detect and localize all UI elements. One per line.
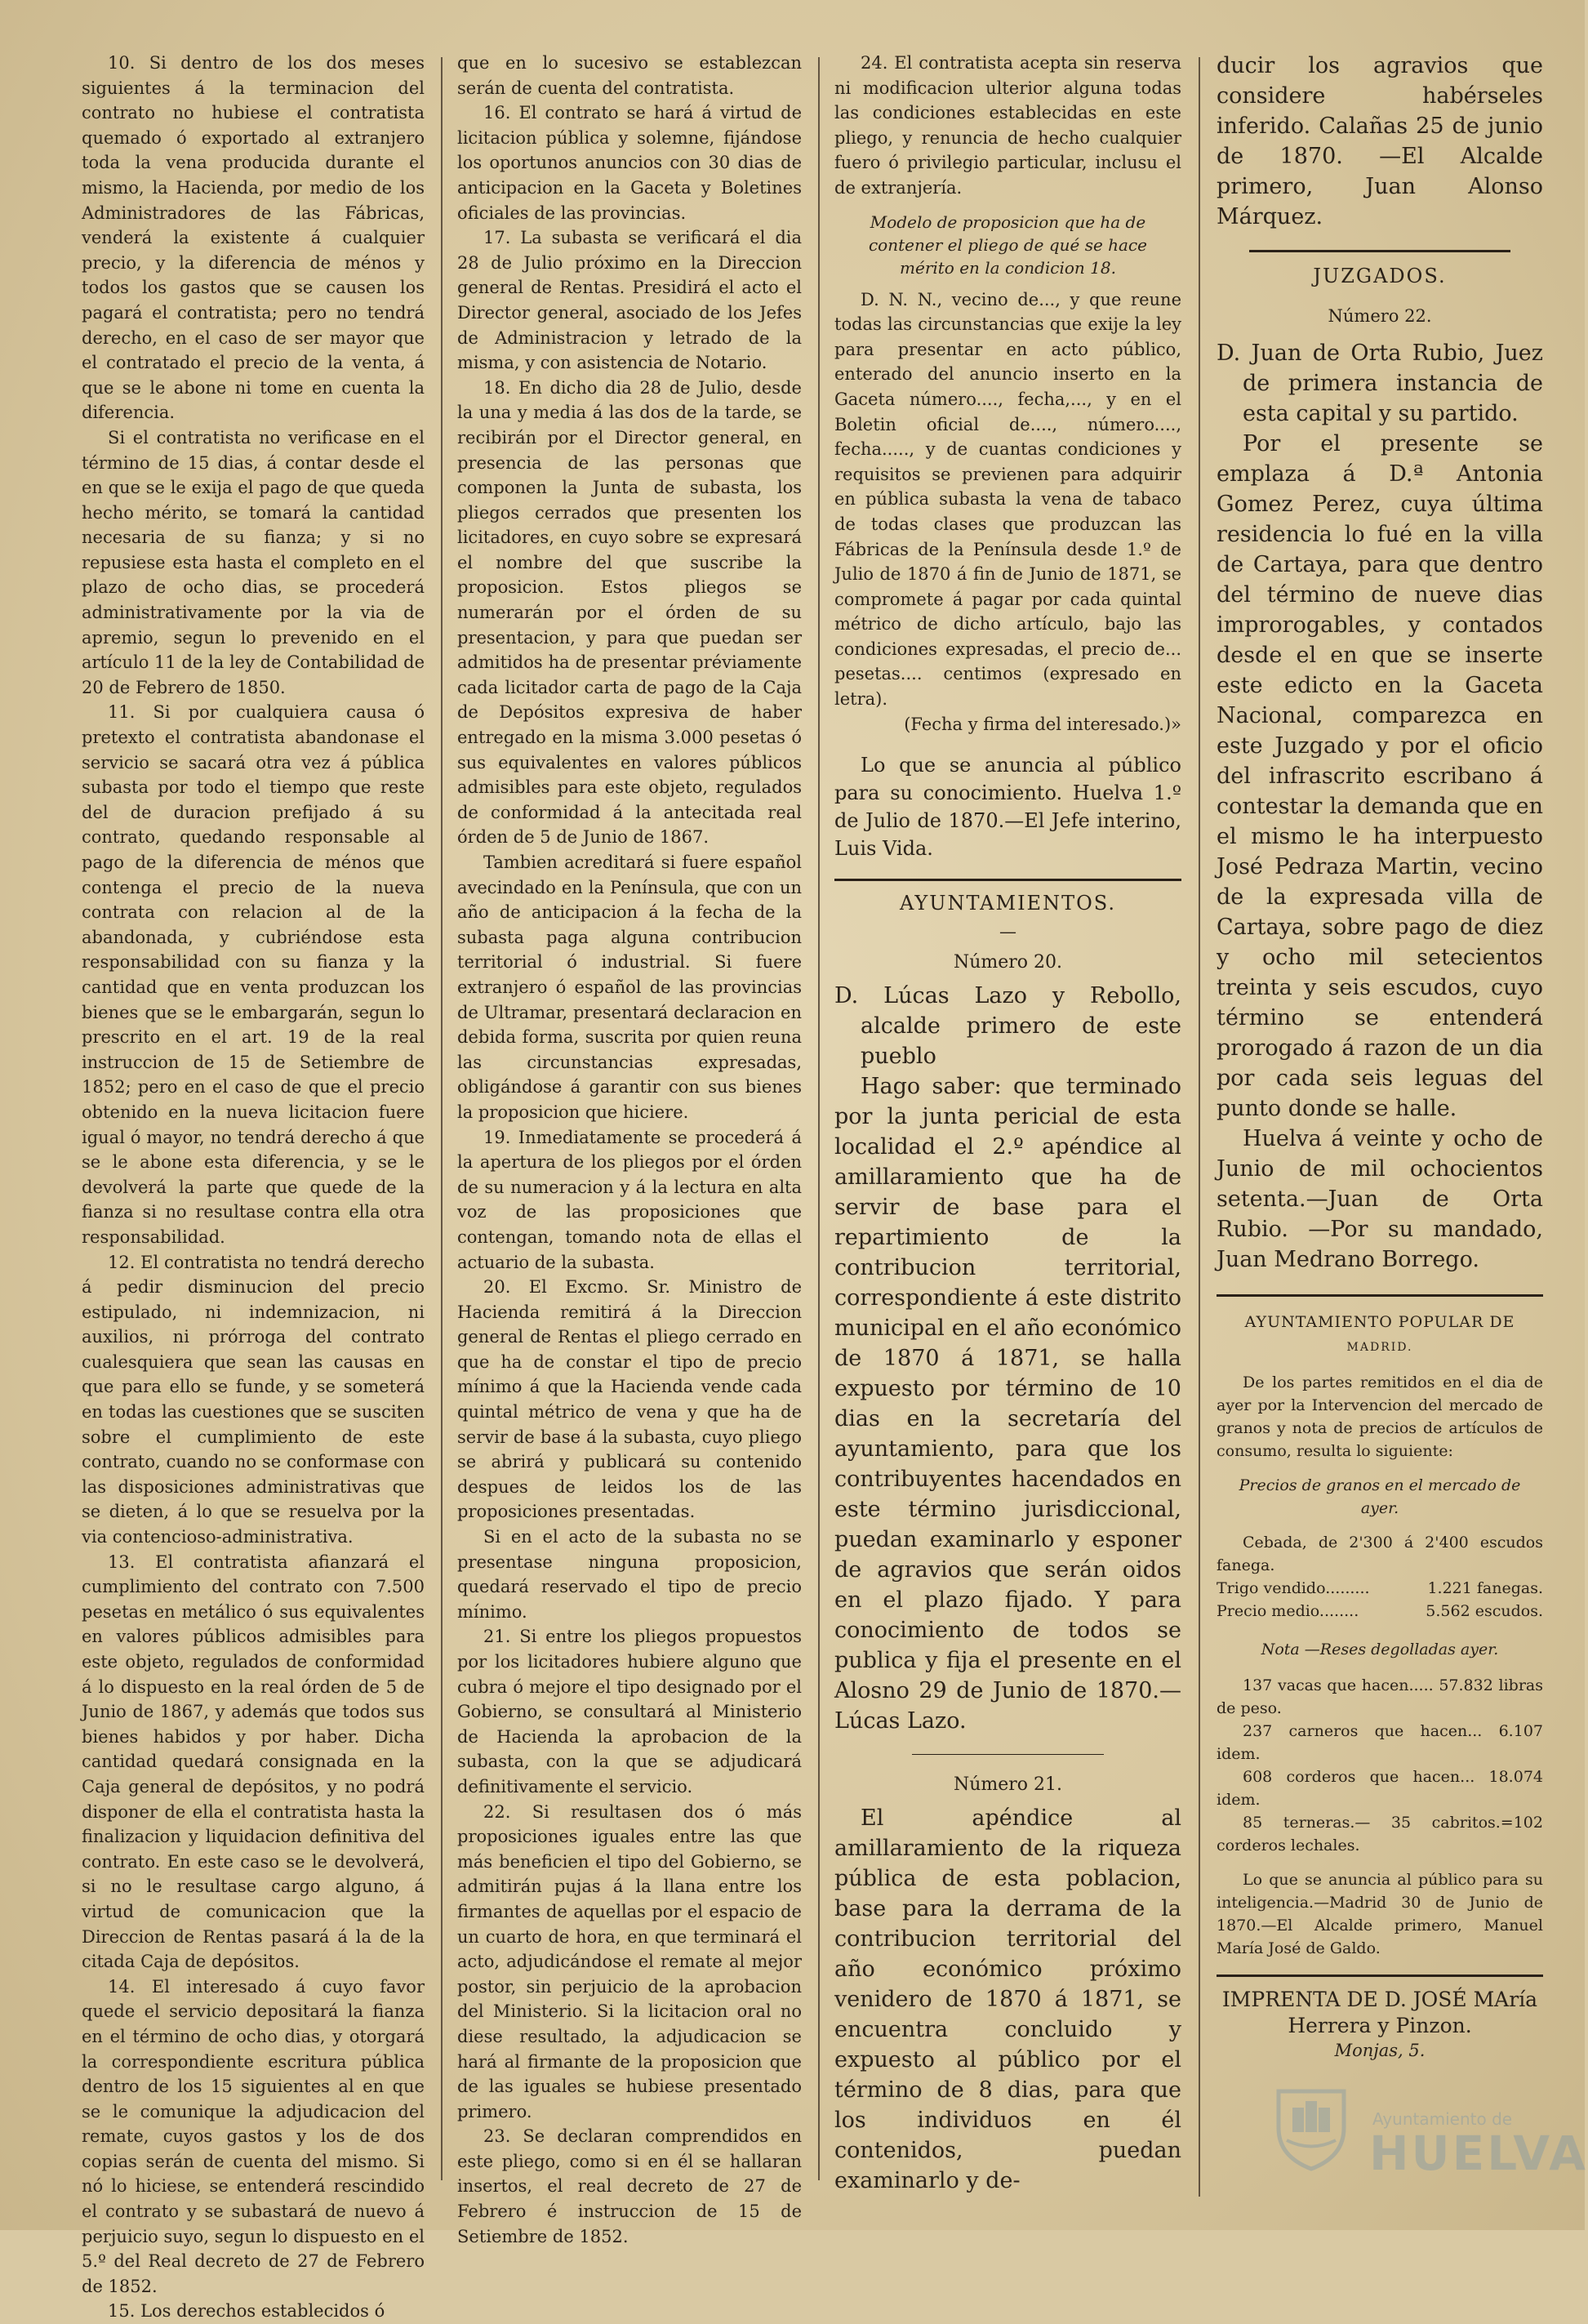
paragraph: 19. Inmediatamente se procederá á la apertura de los pliegos por el órden de su numeracion y á la lectura en alta voz de las proposiciones que contengan, tomando nota de ellas el actuario de la subasta. xyxy=(457,1127,802,1272)
paragraph: 10. Si dentro de los dos meses siguientes á la terminacion del contrato no hubiese el contratista quemado ó exportado al extranjero toda la vena producida durante el mismo, la Hacienda, por medio de los Administradores de las Fábricas, venderá la existente á cualquier precio, y la diferencia de ménos y todos los gastos que se causen los pagará el contratista; pero no tendrá derecho, en el caso de ser mayor que el contratado el precio de la venta, á que se le abone ni tome en cuenta la diferencia. xyxy=(82,53,425,423)
number-22: Número 22. xyxy=(1328,305,1432,326)
paragraph: Si en el acto de la subasta no se presentase ninguna proposicion, quedará reservado el tipo de precio mínimo. xyxy=(457,1527,802,1622)
paragraph: 24. El contratista acepta sin reserva ni modificacion ulterior alguna todas las condiciones establecidas en este pliego, y renuncia de hecho cualquier fuero ó privilegio particular, inclusu el de extranjería. xyxy=(834,53,1181,198)
paragraph: 11. Si por cualquiera causa ó pretexto el contratista abandonase el servicio se sacará otra vez á pública subasta por todo el tiempo que reste del de duracion prefijado á su contrato, quedando responsable al pago de la diferencia de ménos que contenga el precio de la nueva contrata con relacion al de la abandonada, y cubriéndose esta responsabilidad con su fianza y la cantidad que en venta produzcan los bienes que se le embargarán, segun lo prescrito en el art. 19 de la real instruccion de 15 de Setiembre de 1852; pero en el caso de que el precio obtenido en la nueva licitacion fuere igual ó mayor, no tendrá derecho á que se le abone esta diferencia, y se le devolverá la parte que quede de la fianza si no resultase contra ella otra responsabilidad. xyxy=(82,702,425,1247)
carneros-line: 237 carneros que hacen... 6.107 idem. xyxy=(1217,1721,1543,1763)
announcement: Lo que se anuncia al público para su conocimiento. Huelva 1.º de Julio de 1870.—El Jefe interino, Luis Vida. xyxy=(834,754,1181,861)
notice-body: Hago saber: que terminado por la junta pericial de esta localidad el 2.º apéndice al amillaramiento que ha de servir de base para el repartimiento de la contribucion territorial, correspondiente á este distrito municipal en el año económico de 1870 á 1871, se halla expuesto por término de 10 dias en la secretaría del ayuntamiento, para que los contribuyentes hacendados en este término jurisdiccional, puedan examinarlo y esponer de agravios que serán oidos en el plazo fijado. Y para conocimiento de todos se publica y fija el presente en el Alosno 29 de Junio de 1870.—Lúcas Lazo. xyxy=(834,1074,1181,1734)
paragraph: Si el contratista no verificase en el término de 15 dias, á contar desde el en que se le exija el pago de que queda hecho mérito, se tomará la cantidad necesaria de su fianza; y si no repusiese esta hasta el completo en el plazo de ocho dias, se procederá administrativamente por la via de apremio, segun lo prevenido en el artículo 11 de la ley de Contabilidad de 20 de Febrero de 1850. xyxy=(82,427,425,697)
short-divider xyxy=(912,1754,1104,1755)
watermark-line2: HUELVA xyxy=(1369,2126,1588,2181)
printer-address: Monjas, 5. xyxy=(1334,2040,1426,2060)
paragraph: 17. La subasta se verificará el dia 28 de Julio próximo en la Direccion general de Rentas. Presidirá el acto el Director general, asociado de los Jefes de Administracion y letrado de la misma, y con asistencia de Notario. xyxy=(457,228,802,373)
column-1 xyxy=(82,51,425,2322)
notice-body: El apéndice al amillaramiento de la riqueza pública de esta poblacion, base para la derrama de la contribucion territorial del año económico próximo venidero de 1870 á 1871, se encuentra concluido y expuesto al público por el término de 8 dias, para que los individuos en él contenidos, puedan examinarlo y de- xyxy=(834,1805,1181,2193)
modelo-title: Modelo de proposicion que ha de contener el pliego de qué se hace mérito en la condicion 18. xyxy=(868,211,1148,278)
vacas-line: 137 vacas que hacen..... 57.832 libras de peso. xyxy=(1217,1676,1543,1717)
precio-label: Precio medio........ xyxy=(1217,1602,1359,1621)
column-rule xyxy=(818,57,820,2180)
edict-heading: D. Juan de Orta Rubio, Juez de primera instancia de esta capital y su partido. xyxy=(1217,341,1543,427)
column-2 xyxy=(457,51,802,2246)
column-rule xyxy=(441,57,443,2180)
section-divider xyxy=(1249,250,1510,252)
number-21: Número 21. xyxy=(953,1774,1063,1796)
ayuntamiento-title: AYUNTAMIENTO POPULAR DE xyxy=(1244,1313,1515,1332)
paragraph: 12. El contratista no tendrá derecho á pedir disminucion del precio estipulado, ni indemnizacion, ni auxilios, ni prórroga del contrato cualesquiera que sean las causas en que para ello se funde, y se someterá en todas las cuestiones que se susciten sobre el cumplimiento de este contrato, cuando no se conformase con las disposiciones administrativas que se dieten, á lo que se resuelva por la via contencioso-administrativa. xyxy=(82,1252,425,1547)
printer-imprint: IMPRENTA DE D. JOSÉ MAría Herrera y Pinzon. xyxy=(1221,1987,1538,2037)
trigo-label: Trigo vendido......... xyxy=(1217,1579,1370,1598)
terneras-line: 85 terneras.— 35 cabritos.=102 corderos lechales. xyxy=(1217,1813,1543,1854)
paragraph: 13. El contratista afianzará el cumplimiento del contrato con 7.500 pesetas en metálico ó sus equivalentes en valores públicos admisibles para este objeto, regulados de conformidad á lo dispuesto en la real órden de 5 de Junio de 1867, y además que todos sus bienes habidos y por haber. Dicha cantidad quedará consignada en la Caja general de depósitos, y no podrá disponer de ella el contratista hasta la finalizacion y liquidacion definitiva del contrato. En este caso se le devolverá, si no le resultase cargo alguno, á virtud de comunicacion que la Direccion de Rentas pasará á la de la citada Caja de depósitos. xyxy=(82,1552,425,1972)
edict-body: Por el presente se emplaza á D.ª Antonia Gomez Perez, cuya última residencia lo fué en la villa de Cartaya, para que dentro del término de nueve dias improrogables, y contados desde el en que se inserte este edicto en la Gaceta Nacional, comparezca en este Juzgado y por el oficio del infrascrito escribano á contestar la demanda que en el mismo le ha interpuesto José Pedraza Martin, vecino de la expresada villa de Cartaya, sobre pago de diez y ocho mil setecientos treinta y seis escudos, cuyo término se entenderá prorogado á razon de un dia por cada seis leguas del punto donde se halle. xyxy=(1217,431,1543,1122)
prices-title: Precios de granos en el mercado de ayer. xyxy=(1239,1476,1521,1518)
watermark-line1: Ayuntamiento de xyxy=(1372,2109,1513,2129)
paragraph: Tambien acreditará si fuere español avecindado en la Península, que con un año de anticipacion á la fecha de la subasta paga alguna contribucion territorial ó industrial. Si fuere extranjero ó español de las provincias de Ultramar, presentará declaracion en debida forma, suscrita por quien reuna las circunstancias expresadas, obligándose á garantir con sus bienes la proposicion que hiciere. xyxy=(457,853,802,1122)
signature-note: (Fecha y firma del interesado.)» xyxy=(904,714,1181,734)
column-rule xyxy=(1199,57,1200,2197)
nota-title: Nota —Reses degolladas ayer. xyxy=(1261,1641,1499,1659)
corderos-line: 608 corderos que hacen... 18.074 idem. xyxy=(1217,1767,1543,1809)
paragraph: 15. Los derechos establecidos ó xyxy=(108,2301,385,2322)
precio-value: 5.562 escudos. xyxy=(1426,1602,1543,1621)
continued-text: ducir los agravios que considere habérseles inferido. Calañas 25 de junio de 1870. —El Alcalde primero, Juan Alonso Márquez. xyxy=(1217,53,1543,229)
ayuntamiento-city: MADRID. xyxy=(1346,1340,1413,1354)
coat-of-arms-icon xyxy=(1266,2083,1356,2173)
section-title-ayuntamientos: AYUNTAMIENTOS. xyxy=(900,892,1116,915)
section-divider xyxy=(1217,1975,1543,1977)
paragraph: 16. El contrato se hará á virtud de licitacion pública y solemne, fijándose los oportunos anuncios con 30 dias de anticipacion en la Gaceta y Boletines oficiales de las provincias. xyxy=(457,103,802,223)
edict-signature: Huelva á veinte y ocho de Junio de mil ochocientos setenta.—Juan de Orta Rubio. —Por su mandado, Juan Medrano Borrego. xyxy=(1217,1126,1543,1273)
section-title-juzgados: JUZGADOS. xyxy=(1313,265,1447,287)
section-divider xyxy=(834,879,1181,881)
trigo-row xyxy=(1217,1577,1543,1600)
trigo-value: 1.221 fanegas. xyxy=(1427,1579,1543,1598)
cebada-line: Cebada, de 2'300 á 2'400 escudos fanega. xyxy=(1217,1534,1543,1575)
paragraph: 23. Se declaran comprendidos en este pliego, como si en él se hallaran insertos, el real decreto de 27 de Febrero é instruccion de 15 de Setiembre de 1852. xyxy=(457,2126,802,2246)
column-3 xyxy=(834,51,1181,2197)
paragraph: 18. En dicho dia 28 de Julio, desde la una y media á las dos de la tarde, se recibirán por el Director general, en presencia de las personas que componen la Junta de subasta, los pliegos cerrados que presenten los licitadores, en cuyo sobre se expresará el nombre del que suscribe la proposicion. Estos pliegos se numerarán por el órden de su presentacion, y para que puedan ser admitidos ha de presentar préviamente cada licitador carta de pago de la Caja de Depósitos expresiva de haber entregado en la misma 3.000 pesetas ó sus equivalentes en valores públicos admisibles para este objeto, regulados de conformidad á la antecitada real órden de 5 de Junio de 1867. xyxy=(457,377,802,848)
column-4 xyxy=(1217,51,1543,2197)
paragraph: 21. Si entre los pliegos propuestos por los licitadores hubiere alguno que cubra ó mejore el tipo designado por el Gobierno, se consultará al Ministerio de Hacienda la aprobacion de la subasta, con la que se adjudicará definitivamente el servicio. xyxy=(457,1627,802,1796)
number-20: Número 20. xyxy=(953,952,1063,973)
paragraph: que en lo sucesivo se establezcan serán de cuenta del contratista. xyxy=(457,53,802,98)
paragraph: 14. El interesado á cuyo favor quede el servicio depositará la fianza en el término de ocho dias, y otorgará la correspondiente escritura pública dentro de los 15 siguientes al en que se le comunique la adjudicacion del remate, cuyos gastos y los de dos copias serán de cuenta del mismo. Si nó lo hiciese, se entenderá rescindido el contrato y se subastará de nuevo á perjuicio suyo, segun lo dispuesto en el 5.º del Real decreto de 27 de Febrero de 1852. xyxy=(82,1976,425,2296)
watermark xyxy=(1266,2067,1588,2197)
notice-heading: D. Lúcas Lazo y Rebollo, alcalde primero de este pueblo xyxy=(834,983,1181,1070)
precio-row xyxy=(1217,1600,1543,1623)
paragraph: 20. El Excmo. Sr. Ministro de Hacienda remitirá á la Direccion general de Rentas el pliego cerrado en que ha de constar el tipo de precio mínimo á que la Hacienda vende cada quintal métrico de vena y que ha de servir de base á la subasta, cuyo pliego se abrirá y publicará su contenido despues de leidos los de las proposiciones presentadas. xyxy=(457,1277,802,1522)
modelo-body: D. N. N., vecino de..., y que reune todas las circunstancias que exije la ley para presentar en acto público, enterado del anuncio inserto en la Gaceta número...., fecha,..., y en el Boletin oficial de...., número...., fecha....., y de cuantas condiciones y requisitos se previenen para adquirir en pública subasta la vena de tabaco de todas clases que produzcan las Fábricas de la Península desde 1.º de Julio de 1870 á fin de Junio de 1871, se compromete á pagar por cada quintal métrico de dicho artículo, bajo las condiciones expresadas, el precio de... pesetas.... centimos (expresado en letra). xyxy=(834,289,1181,710)
dash: — xyxy=(999,921,1016,942)
section-divider xyxy=(1217,1294,1543,1297)
report-intro: De los partes remitidos en el dia de ayer por la Intervencion del mercado de granos y nota de precios de artículos de consumo, resulta lo siguiente: xyxy=(1217,1373,1543,1461)
paragraph: 22. Si resultasen dos ó más proposiciones iguales entre las que más beneficien el tipo del Gobierno, se admitirán pujas á la llana entre los firmantes de aquellas por el espacio de un cuarto de hora, en que terminará el acto, adjudicándose el remate al mejor postor, sin perjuicio de la aprobacion del Ministerio. Si la licitacion oral no diese resultado, la adjudicacion se hará al firmante de la proposicion que de las iguales se hubiese presentado primero. xyxy=(457,1801,802,2121)
madrid-closing: Lo que se anuncia al público para su inteligencia.—Madrid 30 de Junio de 1870.—El Alcalde primero, Manuel María José de Galdo. xyxy=(1217,1870,1543,1957)
